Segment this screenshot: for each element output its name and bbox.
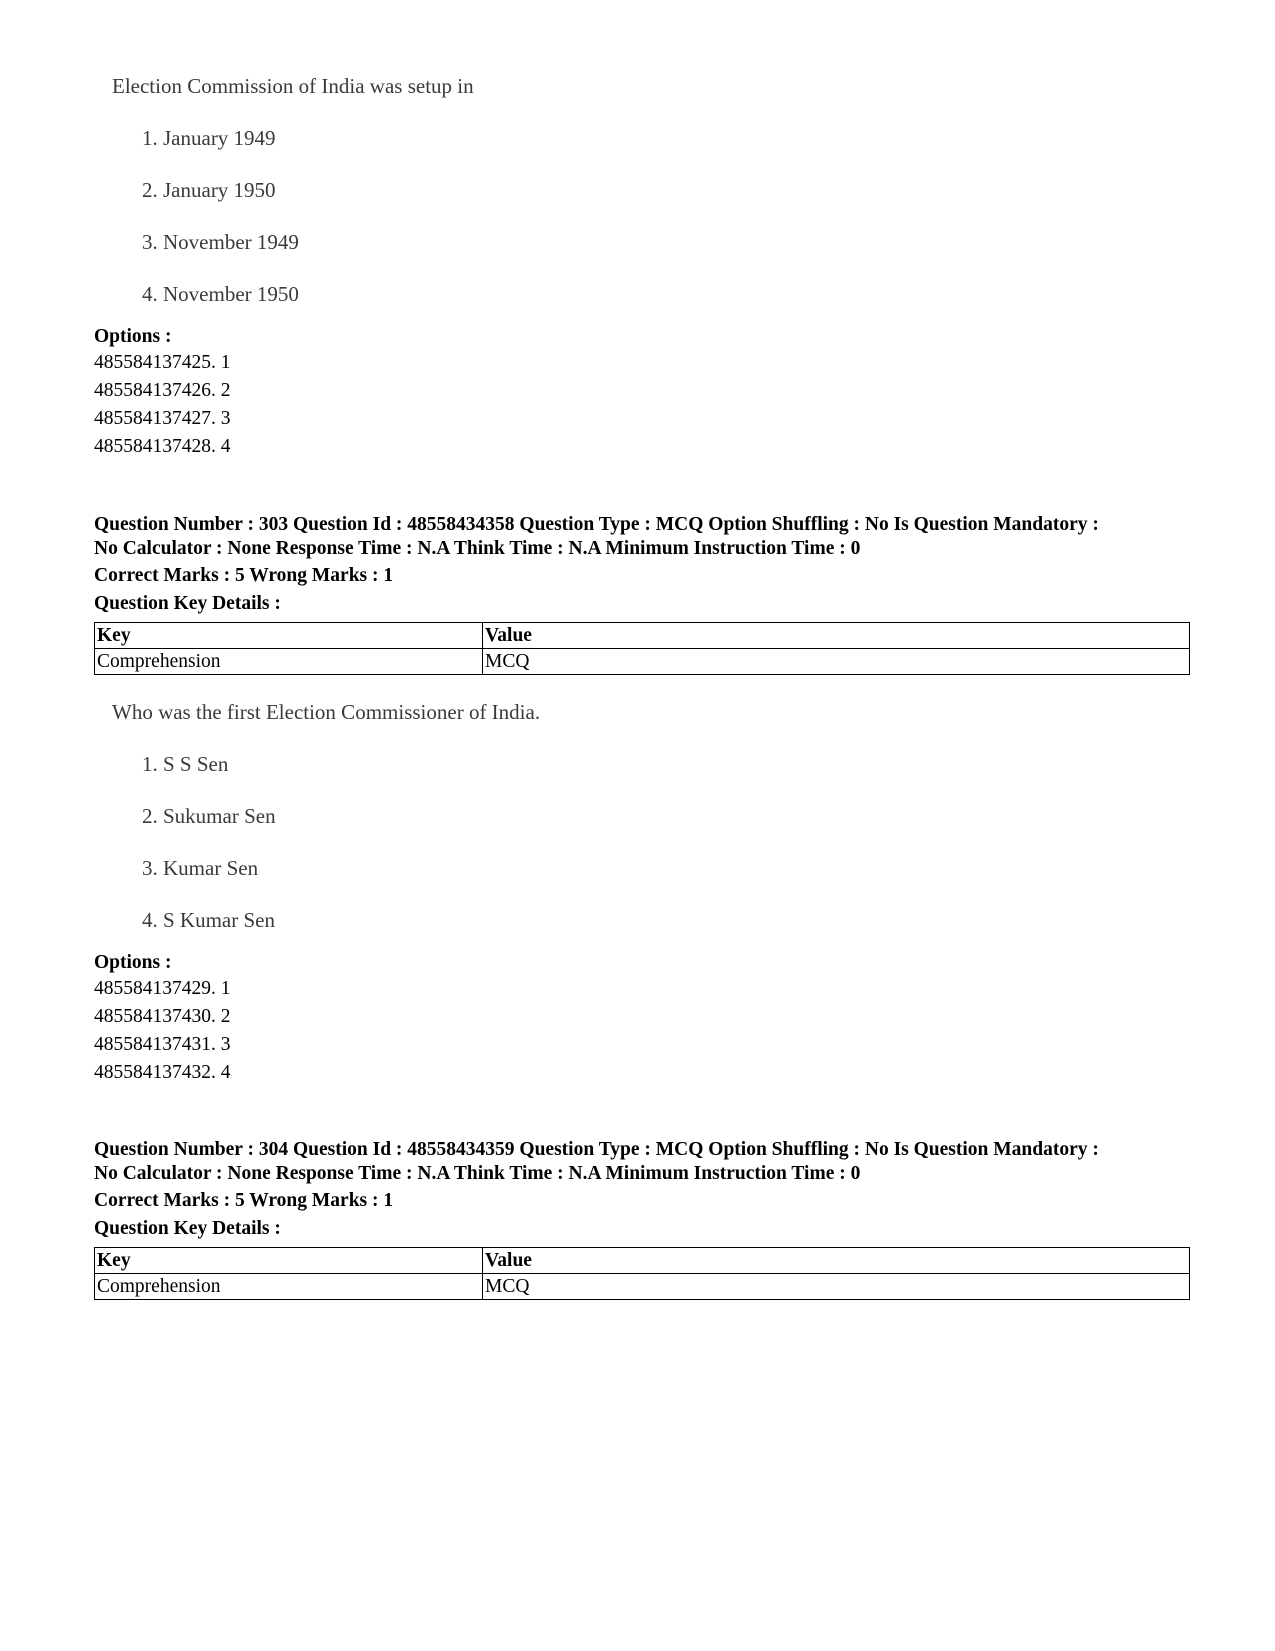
image-option: 3. November 1949 [142,230,299,254]
image-option: 1. S S Sen [142,752,229,776]
option-line: 485584137425. 1 [94,352,231,373]
question-meta-line1: Question Number : 303 Question Id : 48558434358 Question Type : MCQ Option Shuffling : No Is Question Mandatory : [94,514,1099,535]
option-line: 485584137427. 3 [94,408,231,429]
question-meta [94,1138,1204,1186]
table-row [95,1274,1190,1300]
option-line: 485584137430. 2 [94,1006,231,1027]
image-option: 2. January 1950 [142,178,276,202]
table-header-key: Key [95,1248,483,1274]
marks-line: Correct Marks : 5 Wrong Marks : 1 [94,1190,394,1211]
image-option: 1. January 1949 [142,126,276,150]
table-row [95,649,1190,675]
table-cell-key: Comprehension [95,649,483,675]
key-details-label: Question Key Details : [94,1218,281,1239]
question-meta-line2: No Calculator : None Response Time : N.A Think Time : N.A Minimum Instruction Time : 0 [94,1163,861,1184]
table-header-value: Value [483,1248,1190,1274]
key-details-label: Question Key Details : [94,593,281,614]
option-line: 485584137431. 3 [94,1034,231,1055]
image-option: 4. November 1950 [142,282,299,306]
table-header-value: Value [483,623,1190,649]
marks-line: Correct Marks : 5 Wrong Marks : 1 [94,565,394,586]
table-header-row [95,1248,1190,1274]
image-option: 4. S Kumar Sen [142,908,275,932]
table-header-key: Key [95,623,483,649]
image-option: 3. Kumar Sen [142,856,259,880]
table-cell-value: MCQ [483,649,1190,675]
image-option: 2. Sukumar Sen [142,804,276,828]
question-text: Election Commission of India was setup in [112,74,474,98]
question-meta-line1: Question Number : 304 Question Id : 48558434359 Question Type : MCQ Option Shuffling : No Is Question Mandatory : [94,1139,1099,1160]
option-line: 485584137429. 1 [94,978,231,999]
key-details-table [94,1247,1190,1300]
question-meta [94,513,1204,561]
key-details-table [94,622,1190,675]
option-line: 485584137432. 4 [94,1062,231,1083]
table-cell-value: MCQ [483,1274,1190,1300]
table-cell-key: Comprehension [95,1274,483,1300]
table-header-row [95,623,1190,649]
option-line: 485584137428. 4 [94,436,231,457]
option-line: 485584137426. 2 [94,380,231,401]
options-label: Options : [94,326,172,347]
options-label: Options : [94,952,172,973]
question-meta-line2: No Calculator : None Response Time : N.A Think Time : N.A Minimum Instruction Time : 0 [94,538,861,559]
question-text: Who was the first Election Commissioner of India. [112,700,541,724]
